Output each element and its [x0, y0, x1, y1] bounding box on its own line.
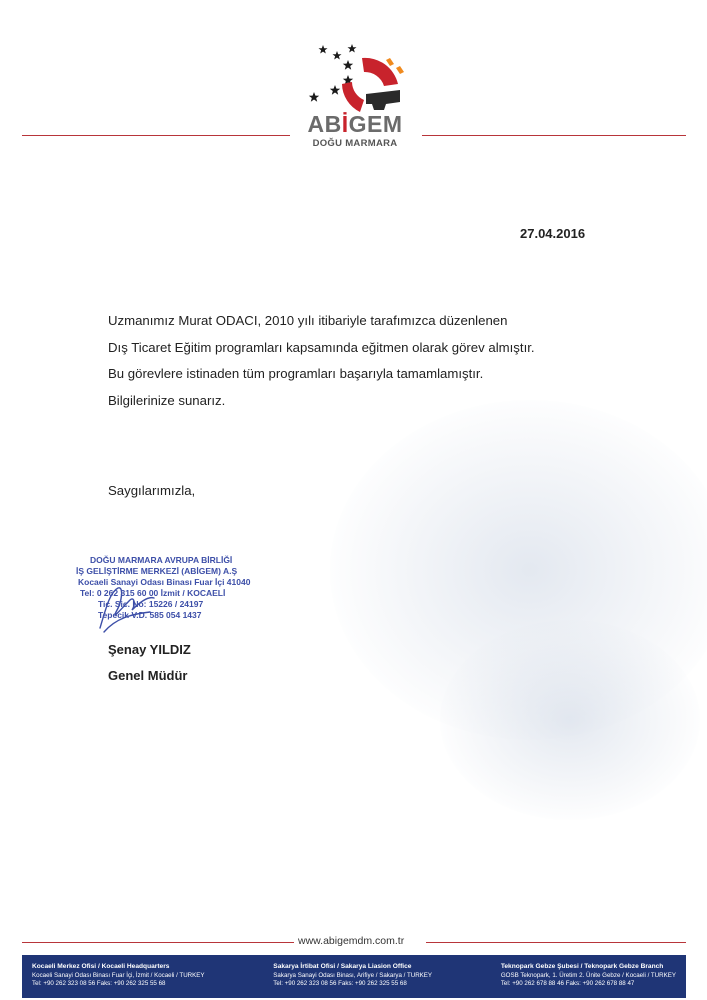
letter-closing: Saygılarımızla,	[108, 483, 196, 498]
office-title: Teknopark Gebze Şubesi / Teknopark Gebze Branch	[500, 963, 664, 970]
background-watermark-lower	[440, 620, 700, 820]
signer-name: Şenay YILDIZ	[108, 642, 191, 657]
body-line: Uzmanımız Murat ODACI, 2010 yılı itibariyle tarafımızca düzenlenen	[108, 313, 508, 328]
body-line: Dış Ticaret Eğitim programları kapsamında eğitmen olarak görev almıştır.	[108, 339, 535, 355]
office-phone: Tel: +90 262 323 08 56 Faks: +90 262 325 55 68	[32, 980, 166, 987]
office-address: Kocaeli Sanayi Odası Binası Fuar İçi, İzmit / Kocaeli / TURKEY	[32, 971, 205, 979]
office-phone: Tel: +90 262 678 88 46 Faks: +90 262 678 88 47	[500, 980, 635, 987]
stamp-line: Tel: 0 262 315 60 00 İzmit / KOCAELİ	[80, 588, 226, 598]
handwritten-signature	[92, 578, 162, 638]
stamp-line: İŞ GELİŞTİRME MERKEZİ (ABİGEM) A.Ş	[76, 566, 238, 576]
letter-body	[108, 308, 628, 414]
office-address: GOSB Teknopark, 1. Üretim 2. Ünite Gebze / Kocaeli / TURKEY	[500, 971, 676, 979]
logo-gear-arc-lower	[342, 82, 364, 112]
body-line: Bu görevlere istinaden tüm programları başarıyla tamamlamıştır.	[108, 366, 484, 381]
header-rule-right	[422, 135, 686, 136]
office-title: Sakarya İrtibat Ofisi / Sakarya Liasion Office	[273, 963, 412, 970]
header-rule-left	[22, 135, 290, 136]
stamp-line: DOĞU MARMARA AVRUPA BİRLİĞİ	[90, 555, 233, 565]
footer-rule-right	[426, 942, 686, 943]
footer-office-kocaeli	[32, 963, 205, 998]
brand-subtitle: DOĞU MARMARA	[312, 138, 398, 149]
stamp-line: Tic. Sic. No: 15226 / 24197	[98, 599, 204, 609]
footer-rule-left	[22, 942, 294, 943]
footer-office-sakarya	[273, 963, 432, 998]
body-line: Bilgilerinize sunarız.	[108, 392, 226, 408]
footer-contact-bar	[22, 955, 686, 998]
office-phone: Tel: +90 262 323 08 56 Faks: +90 262 325 55 68	[273, 980, 407, 987]
footer-office-gebze	[501, 963, 676, 998]
signer-title: Genel Müdür	[108, 668, 188, 683]
letter-date: 27.04.2016	[520, 226, 586, 241]
office-address: Sakarya Sanayi Odası Binası, Arifiye / Sakarya / TURKEY	[273, 971, 433, 979]
stamp-line: Tepecik V.D. 585 054 1437	[98, 610, 202, 620]
website-link[interactable]: www.abigemdm.com.tr	[298, 935, 405, 947]
brand-name: ABİGEM	[307, 111, 403, 137]
office-title: Kocaeli Merkez Ofisi / Kocaeli Headquarters	[32, 963, 170, 970]
stamp-line: Kocaeli Sanayi Odası Binası Fuar İçi 41040	[78, 577, 251, 587]
